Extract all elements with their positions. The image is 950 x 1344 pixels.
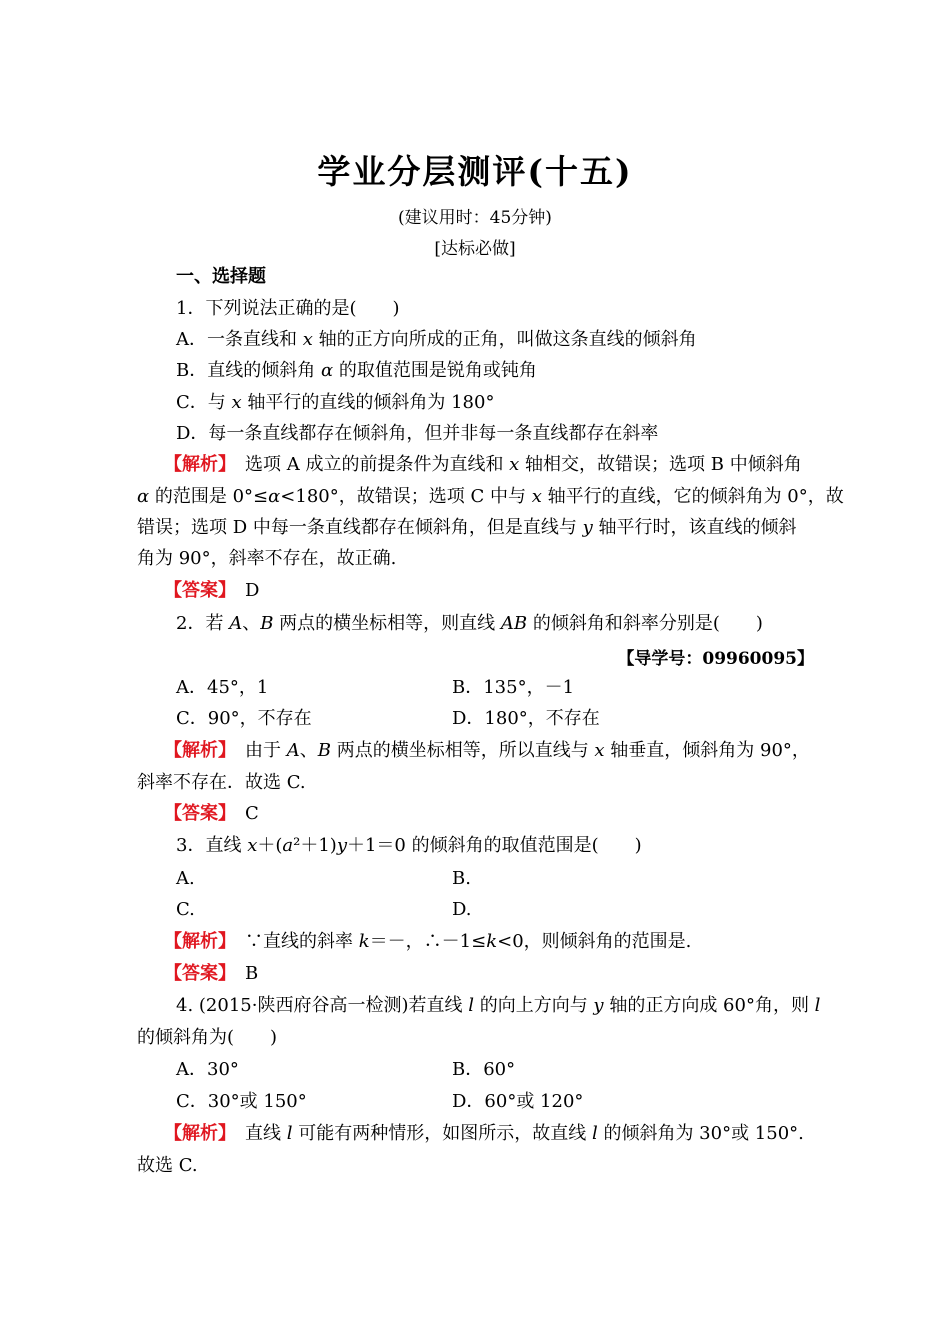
q1-option-a: A．一条直线和 x 轴的正方向所成的正角，叫做这条直线的倾斜角 <box>176 329 697 350</box>
q4-stem: 4. (2015·陕西府谷高一检测)若直线 l 的向上方向与 y 轴的正方向成 60°角，则 l <box>176 995 821 1016</box>
level-label: [达标必做] <box>434 239 516 259</box>
q4-option-d: D．60°或 120° <box>452 1091 584 1112</box>
q4-stem-line2: 的倾斜角为( ) <box>137 1027 278 1048</box>
q2-option-c: C．90°，不存在 <box>176 708 312 729</box>
q2-stem: 2．若 A、B 两点的横坐标相等，则直线 AB 的倾斜角和斜率分别是( ) <box>176 613 763 634</box>
q4-option-b: B．60° <box>452 1059 516 1080</box>
q2-answer: 【答案】 C <box>164 803 259 824</box>
time-note: (建议用时：45分钟) <box>398 208 552 228</box>
q1-analysis-line3: 错误；选项 D 中每一条直线都存在倾斜角，但是直线与 y 轴平行时，该直线的倾斜 <box>137 517 797 538</box>
q4-analysis-line2: 故选 C. <box>137 1155 198 1176</box>
q2-analysis: 【解析】 由于 A、B 两点的横坐标相等，所以直线与 x 轴垂直，倾斜角为 90°， <box>164 740 810 761</box>
q3-analysis: 【解析】 ∵直线的斜率 k＝－，∴－1≤k<0，则倾斜角的范围是. <box>164 931 692 952</box>
q3-stem: 3．直线 x＋(a²＋1)y＋1＝0 的倾斜角的取值范围是( ) <box>176 835 642 856</box>
q1-analysis-line2: α 的范围是 0°≤α<180°，故错误；选项 C 中与 x 轴平行的直线，它的倾斜角为 0°，故 <box>137 486 844 507</box>
q1-option-c: C．与 x 轴平行的直线的倾斜角为 180° <box>176 392 495 413</box>
q1-option-b: B．直线的倾斜角 α 的取值范围是锐角或钝角 <box>176 360 537 381</box>
q2-option-a: A．45°，1 <box>176 677 269 698</box>
q3-option-c: C. <box>176 899 195 920</box>
q2-analysis-line2: 斜率不存在．故选 C. <box>137 772 306 793</box>
q3-option-d: D. <box>452 899 472 920</box>
q1-analysis: 【解析】 选项 A 成立的前提条件为直线和 x 轴相交，故错误；选项 B 中倾斜角 <box>164 454 802 475</box>
q3-option-b: B. <box>452 868 471 889</box>
q4-option-a: A．30° <box>176 1059 239 1080</box>
q3-option-a: A. <box>176 868 195 889</box>
q4-option-c: C．30°或 150° <box>176 1091 307 1112</box>
guide-number: 【导学号：09960095】 <box>617 649 814 669</box>
q1-stem: 1．下列说法正确的是( ) <box>176 298 400 319</box>
q2-option-d: D．180°，不存在 <box>452 708 600 729</box>
section-heading: 一、选择题 <box>176 266 266 287</box>
q1-option-d: D．每一条直线都存在倾斜角，但并非每一条直线都存在斜率 <box>176 423 659 444</box>
q1-analysis-line4: 角为 90°，斜率不存在，故正确. <box>137 548 397 569</box>
page-title: 学业分层测评(十五) <box>317 152 633 191</box>
q1-answer: 【答案】 D <box>164 580 260 601</box>
q2-option-b: B．135°，－1 <box>452 677 575 698</box>
q3-answer: 【答案】 B <box>164 963 259 984</box>
q4-analysis: 【解析】 直线 l 可能有两种情形，如图所示，故直线 l 的倾斜角为 30°或 150°. <box>164 1123 804 1144</box>
